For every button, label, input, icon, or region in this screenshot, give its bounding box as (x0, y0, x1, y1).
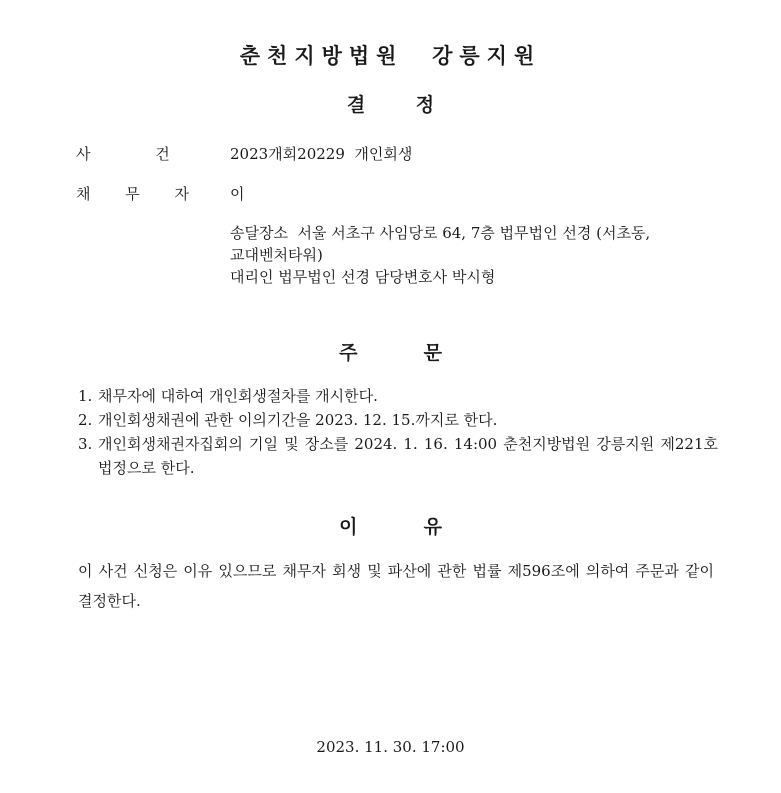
order-item-number: 3. (78, 435, 93, 453)
case-label: 사 건 (76, 145, 170, 163)
legal-agent-line: 대리인 법무법인 선경 담당변호사 박시형 (230, 268, 496, 286)
order-list (78, 384, 718, 480)
reason-heading: 이 유 (339, 516, 442, 538)
debtor-label: 채 무 자 (76, 185, 190, 203)
order-heading: 주 문 (339, 342, 442, 364)
debtor-name: 이 (230, 185, 245, 203)
court-name: 춘천지방법원 강릉지원 (239, 44, 542, 68)
order-item-text: 개인회생채권자집회의 기일 및 장소를 2024. 1. 16. 14:00 춘천지방법원 강릉지원 제221호 법정으로 한다. (98, 435, 718, 477)
order-item-text: 개인회생채권에 관한 이의기간을 2023. 12. 15.까지로 한다. (98, 411, 498, 429)
order-item-text: 채무자에 대하여 개인회생절차를 개시한다. (98, 387, 378, 405)
document-type-heading: 결 정 (346, 94, 435, 116)
service-address-block (230, 222, 720, 288)
service-address-line-2: 교대벤처타워) (230, 246, 323, 264)
order-item-number: 1. (78, 387, 93, 405)
order-item-1 (78, 384, 718, 408)
decision-date: 2023. 11. 30. 17:00 (316, 738, 465, 756)
order-item-2 (78, 408, 718, 432)
service-address-line-1: 송달장소 서울 서초구 사임당로 64, 7층 법무법인 선경 (서초동, (230, 224, 651, 242)
order-item-3 (78, 432, 718, 480)
reason-paragraph: 이 사건 신청은 이유 있으므로 채무자 회생 및 파산에 관한 법률 제596조에 의하여 주문과 같이 결정한다. (78, 562, 714, 610)
order-item-number: 2. (78, 411, 93, 429)
case-number: 2023개회20229 개인회생 (230, 145, 413, 163)
